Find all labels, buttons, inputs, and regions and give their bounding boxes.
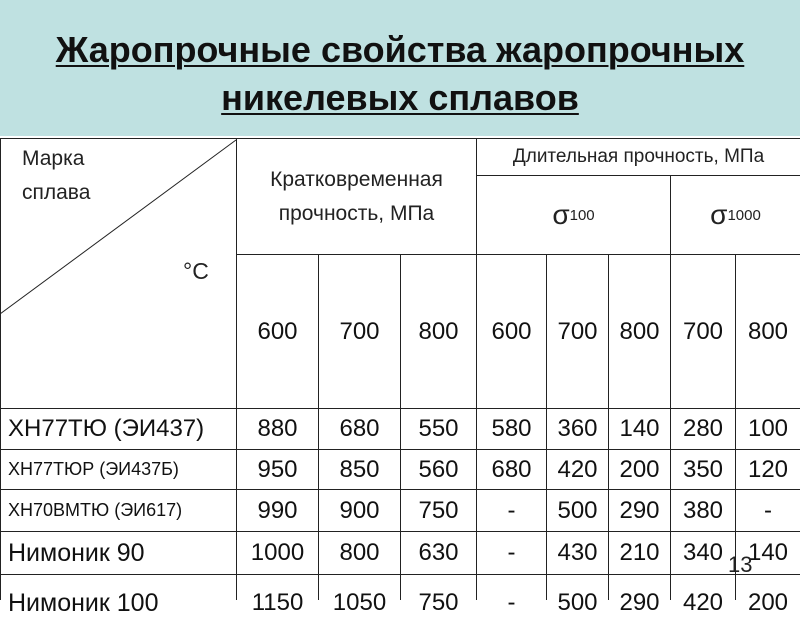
value-cell: 210 <box>619 539 660 566</box>
value-cell: 500 <box>557 589 598 616</box>
value-cell: 850 <box>339 455 380 483</box>
sigma-1000-header <box>671 176 800 254</box>
page-number: 13 <box>728 552 753 577</box>
temp-cell: 700 <box>339 317 380 345</box>
temp-cell: 800 <box>619 317 660 345</box>
value-cell: 990 <box>257 496 298 524</box>
value-cell: 100 <box>747 415 789 442</box>
temp-cell: 800 <box>747 317 789 345</box>
value-cell: - <box>764 496 772 524</box>
value-cell: 140 <box>747 539 789 566</box>
alloy-name: Нимоник 90 <box>8 538 145 567</box>
value-cell: 340 <box>682 539 724 566</box>
value-cell: 280 <box>682 415 724 442</box>
sigma-1000-symbol: σ <box>710 199 728 230</box>
page-title <box>0 26 800 122</box>
value-cell: 500 <box>557 496 598 524</box>
temp-cell: 800 <box>418 317 459 345</box>
value-cell: 750 <box>418 496 459 524</box>
alloy-name: ХН70ВМТЮ (ЭИ617) <box>8 500 183 520</box>
sigma-100-subscript: 100 <box>569 206 595 224</box>
title-line-2: никелевых сплавов <box>221 77 579 118</box>
value-cell: 420 <box>557 455 598 483</box>
value-cell: 950 <box>257 455 298 483</box>
temp-cell: 600 <box>257 317 298 345</box>
value-cell: 580 <box>491 415 532 442</box>
value-cell: 290 <box>619 589 660 616</box>
title-line-1: Жаропрочные свойства жаропрочных <box>55 29 745 70</box>
value-cell: 800 <box>339 539 380 566</box>
value-cell: - <box>507 496 516 524</box>
value-cell: 200 <box>747 589 789 616</box>
value-cell: 140 <box>619 415 660 442</box>
value-cell: 430 <box>557 539 598 566</box>
value-cell: 900 <box>339 496 380 524</box>
value-cell: - <box>507 539 516 566</box>
temp-cell: 700 <box>682 317 724 345</box>
value-cell: 680 <box>491 455 532 483</box>
corner-grade-line-1: Марка <box>22 147 85 170</box>
value-cell: 750 <box>418 589 459 616</box>
value-cell: 420 <box>682 589 724 616</box>
corner-unit-label: °C <box>183 258 209 284</box>
value-cell: 380 <box>682 496 724 524</box>
corner-grade-label <box>22 142 90 210</box>
sigma-100-symbol: σ <box>552 199 570 230</box>
value-cell: 1050 <box>332 589 387 616</box>
value-cell: 1000 <box>250 539 305 566</box>
long-term-header: Длительная прочность, МПа <box>512 146 765 167</box>
corner-grade-line-2: сплава <box>22 181 91 204</box>
short-term-line-1: Кратковременная <box>270 167 443 191</box>
value-cell: 200 <box>619 455 660 483</box>
alloy-name: ХН77ТЮ (ЭИ437) <box>8 415 205 442</box>
sigma-100-header <box>477 176 670 254</box>
value-cell: 560 <box>418 455 459 483</box>
value-cell: 120 <box>747 455 789 483</box>
temp-cell: 700 <box>557 317 598 345</box>
value-cell: 550 <box>418 415 459 442</box>
value-cell: 350 <box>682 455 724 483</box>
value-cell: - <box>507 589 516 616</box>
alloy-name: ХН77ТЮР (ЭИ437Б) <box>8 459 179 479</box>
value-cell: 680 <box>339 415 380 442</box>
alloy-name: Нимоник 100 <box>8 588 159 617</box>
value-cell: 1150 <box>251 589 304 616</box>
title-banner <box>0 0 800 136</box>
value-cell: 290 <box>619 496 660 524</box>
temp-cell: 600 <box>491 317 532 345</box>
sigma-1000-subscript: 1000 <box>727 206 761 224</box>
short-term-line-2: прочность, МПа <box>278 201 435 225</box>
value-cell: 630 <box>418 539 459 566</box>
value-cell: 880 <box>257 415 298 442</box>
short-term-header <box>237 139 476 254</box>
value-cell: 360 <box>557 415 598 442</box>
